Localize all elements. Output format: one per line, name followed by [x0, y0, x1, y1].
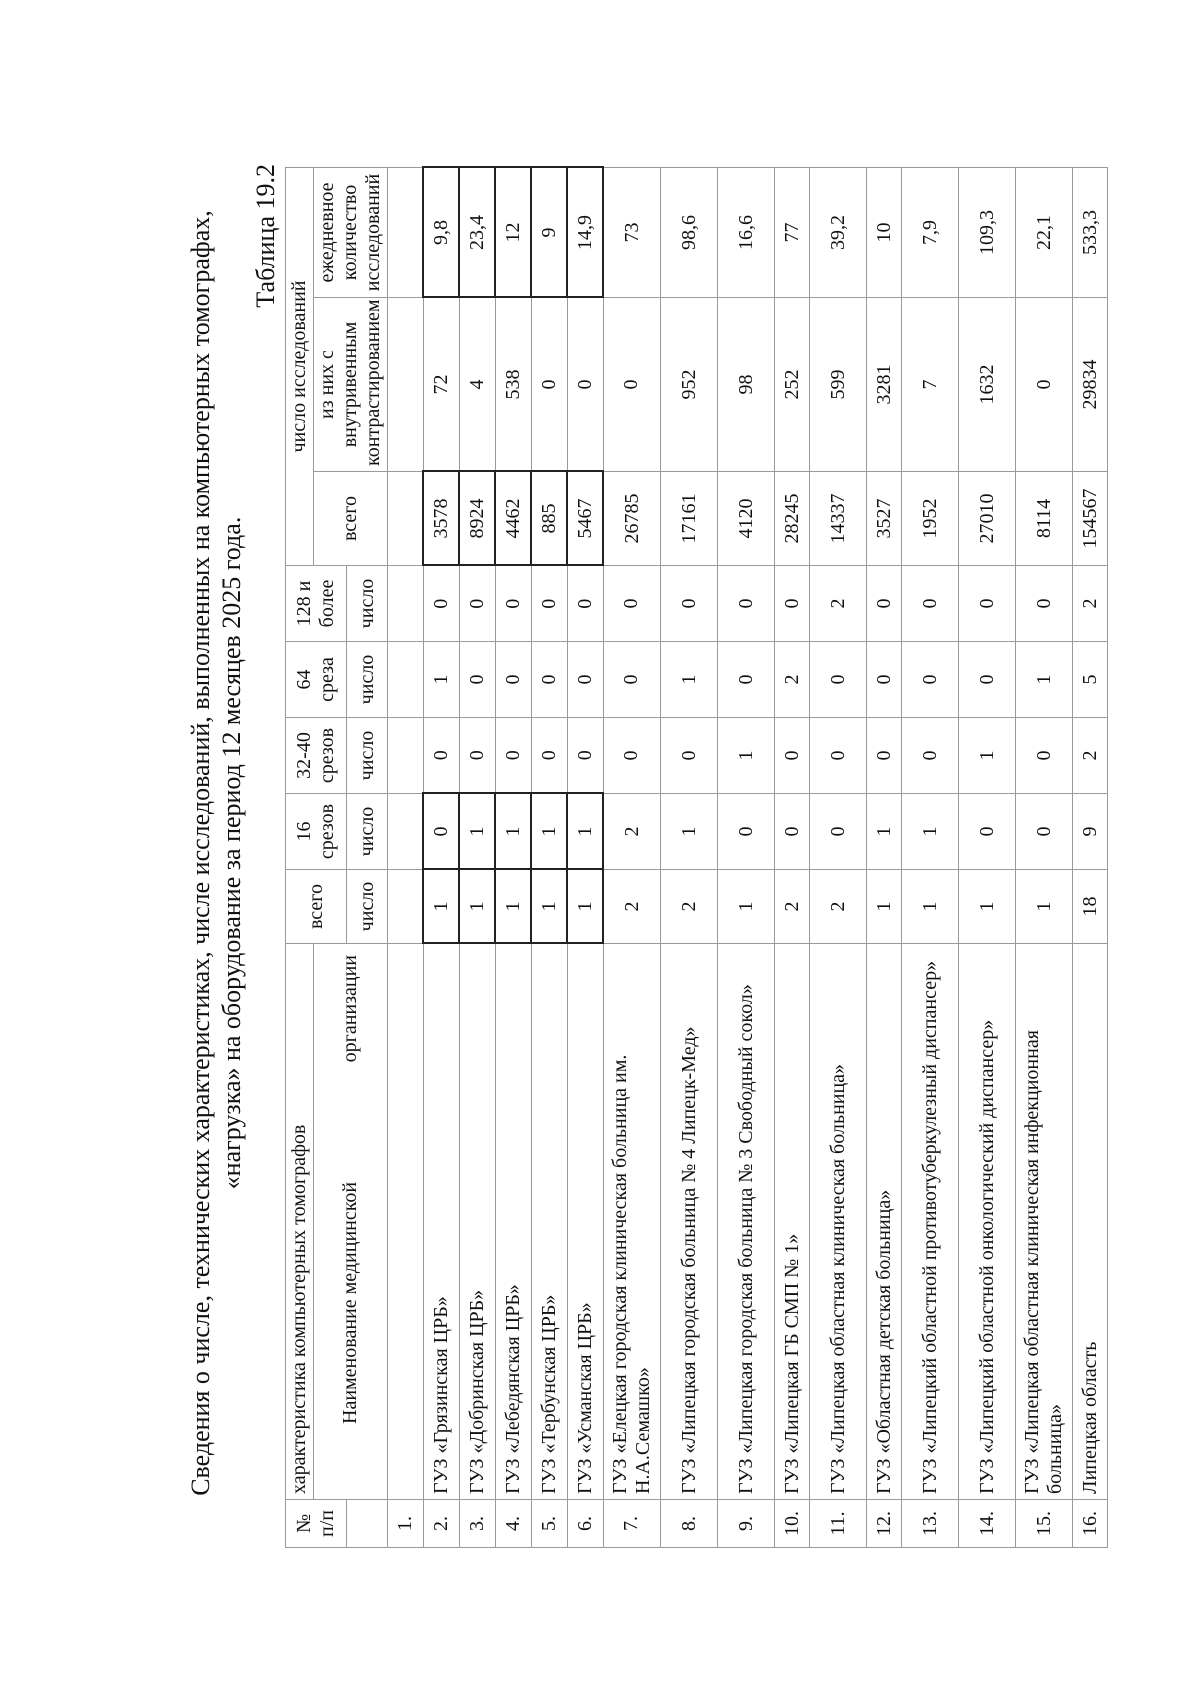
row-number: 10. [775, 1500, 810, 1548]
header-characteristic: характеристика компьютерных томографов [286, 944, 314, 1500]
slices-64: 0 [718, 642, 775, 718]
table-row [661, 167, 718, 1547]
slices-16: 1 [867, 794, 902, 870]
slices-64: 0 [567, 642, 603, 718]
header-row-1 [286, 167, 314, 1547]
slices-128: 0 [459, 566, 495, 642]
slices-64 [388, 642, 424, 718]
slices-64: 0 [459, 642, 495, 718]
slices-16: 0 [775, 794, 810, 870]
studies-daily: 16,6 [718, 167, 775, 297]
row-number: 6. [567, 1500, 603, 1548]
slices-16: 1 [495, 794, 531, 870]
org-name: ГУЗ «Лебедянская ЦРБ» [495, 944, 531, 1500]
slices-16: 0 [810, 794, 867, 870]
slices-128: 0 [959, 566, 1016, 642]
slices-32-40: 1 [959, 718, 1016, 794]
studies-daily: 14,9 [567, 167, 603, 297]
header-org-right: организации [339, 955, 361, 1063]
studies-total: 28245 [775, 472, 810, 566]
org-name: ГУЗ «Липецкая городская больница № 4 Липецк-Мед» [661, 944, 718, 1500]
header-64-slices: 64 среза [286, 642, 347, 718]
total-count: 1 [959, 870, 1016, 944]
slices-32-40: 0 [1016, 718, 1073, 794]
studies-contrast: 538 [495, 298, 531, 472]
slices-16: 9 [1073, 794, 1108, 870]
total-count: 1 [902, 870, 959, 944]
studies-contrast: 72 [423, 298, 459, 472]
row-number: 12. [867, 1500, 902, 1548]
table-row [718, 167, 775, 1547]
org-name: ГУЗ «Липецкий областной онкологический диспансер» [959, 944, 1016, 1500]
studies-daily: 23,4 [459, 167, 495, 297]
studies-daily: 73 [603, 167, 661, 297]
studies-contrast: 0 [531, 298, 567, 472]
slices-64: 5 [1073, 642, 1108, 718]
studies-daily: 39,2 [810, 167, 867, 297]
slices-64: 2 [775, 642, 810, 718]
header-count-64: число [347, 642, 388, 718]
row-number: 16. [1073, 1500, 1108, 1548]
table-row [810, 167, 867, 1547]
header-32-40-slices: 32-40 срезов [286, 718, 347, 794]
org-name: ГУЗ «Областная детская больница» [867, 944, 902, 1500]
slices-128: 0 [495, 566, 531, 642]
slices-32-40: 0 [567, 718, 603, 794]
header-studies-total: всего [314, 472, 388, 566]
slices-128: 0 [775, 566, 810, 642]
slices-16: 0 [1016, 794, 1073, 870]
slices-64: 0 [867, 642, 902, 718]
document-page [185, 158, 1195, 1548]
table-row [959, 167, 1016, 1547]
studies-contrast: 252 [775, 298, 810, 472]
total-count: 2 [603, 870, 661, 944]
org-name: ГУЗ «Липецкая городская больница № 3 Свободный сокол» [718, 944, 775, 1500]
header-count-16: число [347, 794, 388, 870]
studies-total: 4120 [718, 472, 775, 566]
row-number: 11. [810, 1500, 867, 1548]
slices-64: 1 [661, 642, 718, 718]
document-title-line-1: Сведения о числе, технических характеристиках, числе исследований, выполненных на компьютерных томографах, [186, 210, 215, 1496]
org-name: ГУЗ «Елецкая городская клиническая больница им. Н.А.Семашко» [603, 944, 661, 1500]
studies-contrast: 3281 [867, 298, 902, 472]
org-name: Липецкая область [1073, 944, 1108, 1500]
studies-total: 27010 [959, 472, 1016, 566]
row-number: 4. [495, 1500, 531, 1548]
studies-total: 5467 [567, 472, 603, 566]
studies-contrast: 0 [603, 298, 661, 472]
row-number: 9. [718, 1500, 775, 1548]
table-row [423, 167, 459, 1547]
header-org-left: Наименование медицинской [339, 1181, 361, 1424]
studies-total: 3527 [867, 472, 902, 566]
studies-contrast: 98 [718, 298, 775, 472]
header-org-cell [314, 944, 388, 1500]
slices-128: 0 [867, 566, 902, 642]
studies-contrast: 0 [1016, 298, 1073, 472]
slices-64: 0 [810, 642, 867, 718]
header-contrast: из них с внутривенным контрастированием [314, 298, 388, 472]
studies-total: 26785 [603, 472, 661, 566]
slices-128: 0 [1016, 566, 1073, 642]
studies-contrast: 29834 [1073, 298, 1108, 472]
table-body [286, 167, 1108, 1547]
studies-daily [388, 167, 424, 297]
row-number: 15. [1016, 1500, 1073, 1548]
slices-32-40: 1 [718, 718, 775, 794]
org-name: ГУЗ «Добринская ЦРБ» [459, 944, 495, 1500]
header-num-blank [347, 1500, 388, 1548]
slices-32-40 [388, 718, 424, 794]
studies-daily: 7,9 [902, 167, 959, 297]
slices-64: 0 [495, 642, 531, 718]
slices-128: 2 [1073, 566, 1108, 642]
slices-32-40: 0 [867, 718, 902, 794]
studies-contrast: 7 [902, 298, 959, 472]
header-studies: число исследований [286, 167, 314, 565]
table-row [1016, 167, 1073, 1547]
slices-32-40: 0 [902, 718, 959, 794]
slices-32-40: 2 [1073, 718, 1108, 794]
slices-16: 1 [567, 794, 603, 870]
org-name [388, 944, 424, 1500]
studies-daily: 9 [531, 167, 567, 297]
studies-total: 8924 [459, 472, 495, 566]
total-count [388, 870, 424, 944]
row-number: 8. [661, 1500, 718, 1548]
header-num: № п/п [286, 1500, 347, 1548]
total-count: 1 [495, 870, 531, 944]
total-count: 1 [423, 870, 459, 944]
studies-total: 3578 [423, 472, 459, 566]
table-row [567, 167, 603, 1547]
row-number: 13. [902, 1500, 959, 1548]
slices-16: 1 [661, 794, 718, 870]
row-number: 1. [388, 1500, 424, 1548]
slices-128 [388, 566, 424, 642]
studies-total: 17161 [661, 472, 718, 566]
studies-contrast: 0 [567, 298, 603, 472]
slices-128: 0 [423, 566, 459, 642]
row-number: 2. [423, 1500, 459, 1548]
total-count: 1 [718, 870, 775, 944]
studies-daily: 533,3 [1073, 167, 1108, 297]
total-count: 1 [867, 870, 902, 944]
header-128-slices: 128 и более [286, 566, 347, 642]
header-count-32: число [347, 718, 388, 794]
slices-128: 0 [661, 566, 718, 642]
table-label: Таблица 19.2 [251, 164, 280, 308]
slices-128: 0 [603, 566, 661, 642]
slices-32-40: 0 [459, 718, 495, 794]
studies-total: 154567 [1073, 472, 1108, 566]
total-count: 1 [531, 870, 567, 944]
slices-64: 1 [423, 642, 459, 718]
table-row [902, 167, 959, 1547]
org-name: ГУЗ «Грязинская ЦРБ» [423, 944, 459, 1500]
table-row [388, 167, 424, 1547]
studies-daily: 109,3 [959, 167, 1016, 297]
row-number: 14. [959, 1500, 1016, 1548]
slices-16: 0 [423, 794, 459, 870]
org-name: ГУЗ «Липецкий областной противотуберкулезный диспансер» [902, 944, 959, 1500]
table-row [495, 167, 531, 1547]
document-title-line-2: «нагрузка» на оборудование за период 12 месяцев 2025 года. [217, 516, 246, 1190]
org-name: ГУЗ «Усманская ЦРБ» [567, 944, 603, 1500]
slices-64: 0 [603, 642, 661, 718]
slices-128: 0 [718, 566, 775, 642]
table-row [775, 167, 810, 1547]
slices-16: 2 [603, 794, 661, 870]
slices-16 [388, 794, 424, 870]
slices-64: 1 [1016, 642, 1073, 718]
slices-16: 1 [459, 794, 495, 870]
slices-64: 0 [531, 642, 567, 718]
slices-32-40: 0 [661, 718, 718, 794]
header-16-slices: 16 срезов [286, 794, 347, 870]
studies-contrast: 952 [661, 298, 718, 472]
table-row [1073, 167, 1108, 1547]
org-name: ГУЗ «Липецкая областная клиническая больница» [810, 944, 867, 1500]
total-count: 2 [810, 870, 867, 944]
total-count: 1 [1016, 870, 1073, 944]
slices-128: 2 [810, 566, 867, 642]
studies-daily: 77 [775, 167, 810, 297]
studies-total: 14337 [810, 472, 867, 566]
table-row [603, 167, 661, 1547]
slices-32-40: 0 [603, 718, 661, 794]
slices-16: 0 [959, 794, 1016, 870]
total-count: 2 [775, 870, 810, 944]
slices-64: 0 [959, 642, 1016, 718]
studies-total: 1952 [902, 472, 959, 566]
slices-16: 1 [531, 794, 567, 870]
header-total: всего [286, 870, 347, 944]
slices-32-40: 0 [775, 718, 810, 794]
org-name: ГУЗ «Липецкая ГБ СМП № 1» [775, 944, 810, 1500]
org-name: ГУЗ «Тербунская ЦРБ» [531, 944, 567, 1500]
slices-128: 0 [902, 566, 959, 642]
total-count: 1 [459, 870, 495, 944]
studies-daily: 98,6 [661, 167, 718, 297]
studies-total [388, 472, 424, 566]
row-number: 3. [459, 1500, 495, 1548]
row-number: 7. [603, 1500, 661, 1548]
org-name: ГУЗ «Липецкая областная клиническая инфекционная больница» [1016, 944, 1073, 1500]
studies-total: 8114 [1016, 472, 1073, 566]
table-row [459, 167, 495, 1547]
studies-contrast: 4 [459, 298, 495, 472]
slices-16: 0 [718, 794, 775, 870]
studies-daily: 9,8 [423, 167, 459, 297]
table-row [531, 167, 567, 1547]
slices-64: 0 [902, 642, 959, 718]
studies-contrast: 599 [810, 298, 867, 472]
total-count: 1 [567, 870, 603, 944]
slices-16: 1 [902, 794, 959, 870]
studies-daily: 22,1 [1016, 167, 1073, 297]
slices-32-40: 0 [531, 718, 567, 794]
slices-128: 0 [567, 566, 603, 642]
slices-32-40: 0 [423, 718, 459, 794]
tomograph-table [285, 166, 1108, 1548]
studies-total: 885 [531, 472, 567, 566]
header-daily: ежедневное количество исследований [314, 167, 388, 297]
slices-32-40: 0 [495, 718, 531, 794]
studies-total: 4462 [495, 472, 531, 566]
studies-daily: 10 [867, 167, 902, 297]
slices-32-40: 0 [810, 718, 867, 794]
table-row [867, 167, 902, 1547]
slices-128: 0 [531, 566, 567, 642]
studies-contrast: 1632 [959, 298, 1016, 472]
total-count: 18 [1073, 870, 1108, 944]
studies-daily: 12 [495, 167, 531, 297]
row-number: 5. [531, 1500, 567, 1548]
header-count-128: число [347, 566, 388, 642]
studies-contrast [388, 298, 424, 472]
total-count: 2 [661, 870, 718, 944]
header-count-total: число [347, 870, 388, 944]
